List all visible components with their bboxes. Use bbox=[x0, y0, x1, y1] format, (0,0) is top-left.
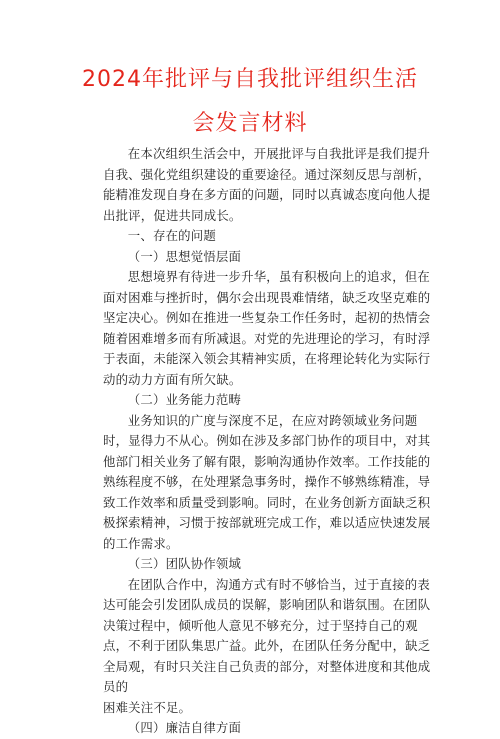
document-title-line1: 2024年批评与自我批评组织生活 bbox=[82, 67, 418, 92]
subsection-heading-ideology: （一）思想觉悟层面 bbox=[127, 248, 242, 264]
teamwork-paragraph: 在团队合作中，沟通方式有时不够恰当，过于直接的表达可能会引发团队成员的误解，影响团队和谐氛围。在团队决策过程中，倾听他人意见不够充分，过于坚持自己的观点，不利于团队集思广益。此外，在团队任务分配中，缺乏全局观，有时只关注自己负责的部分，对整体进度和其他成员的 bbox=[103, 576, 431, 694]
subsection-heading-teamwork: （三）团队协作领域 bbox=[127, 556, 242, 571]
teamwork-paragraph-end: 困难关注不足。 bbox=[103, 699, 192, 715]
section-heading-problems: 一、存在的问题 bbox=[127, 228, 216, 243]
ideology-paragraph: 思想境界有待进一步升华，虽有积极向上的追求，但在面对困难与挫折时，偶尔会出现畏难情绪，缺乏攻坚克难的坚定决心。例如在推进一些复杂工作任务时，起初的热情会随着困难增多而有所减退。对党的先进理论的学习，有时浮于表面，未能深入领会其精神实质，在将理论转化为实际行动的动力方面有所欠缺。 bbox=[103, 269, 431, 387]
business-paragraph: 业务知识的广度与深度不足，在应对跨领域业务问题时，显得力不从心。例如在涉及多部门协作的项目中，对其他部门相关业务了解有限，影响沟通协作效率。工作技能的熟练程度不够，在处理紧急事务时，操作不够熟练精准，导致工作效率和质量受到影响。同时，在业务创新方面缺乏积极探索精神，习惯于按部就班完成工作，难以适应快速发展的工作需求。 bbox=[103, 412, 431, 551]
document-title-line2: 会发言材料 bbox=[192, 111, 308, 136]
document-body bbox=[103, 144, 433, 739]
subsection-heading-business: （二）业务能力范畴 bbox=[127, 392, 242, 407]
subsection-heading-integrity: （四）廉洁自律方面 bbox=[127, 720, 242, 735]
intro-paragraph: 在本次组织生活会中，开展批评与自我批评是我们提升自我、强化党组织建设的重要途径。通过深刻反思与剖析，能精准发现自身在多方面的问题，同时以真诚态度向他人提出批评，促进共同成长。 bbox=[103, 146, 431, 223]
